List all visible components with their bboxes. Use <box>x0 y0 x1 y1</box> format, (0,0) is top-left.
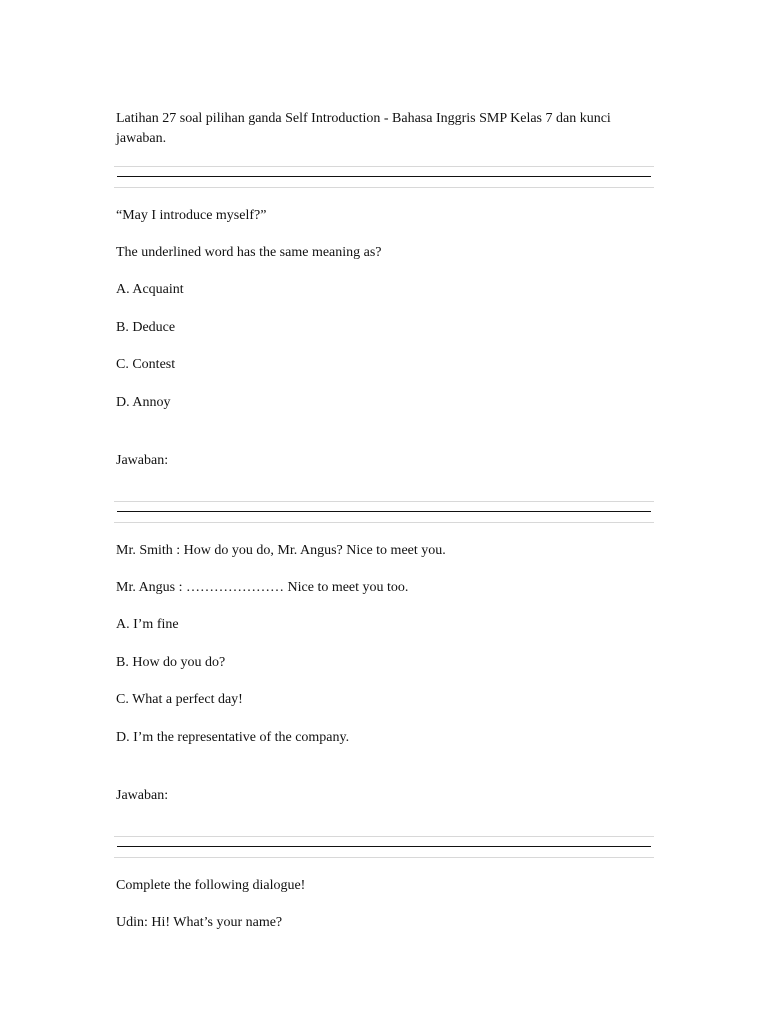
question-1-answer-label: Jawaban: <box>116 453 169 468</box>
question-1-option-c: C. Contest <box>116 357 176 372</box>
question-1-option-d: D. Annoy <box>116 395 171 410</box>
question-2-answer-label: Jawaban: <box>116 788 169 803</box>
question-1-option-b: B. Deduce <box>116 320 176 335</box>
question-2-text: Mr. Angus : ………………… Nice to meet you too. <box>116 580 409 595</box>
section-divider <box>114 501 654 523</box>
question-2-option-b: B. How do you do? <box>116 655 226 670</box>
question-2-prompt: Mr. Smith : How do you do, Mr. Angus? Nice to meet you. <box>116 543 446 558</box>
question-1-prompt: “May I introduce myself?” <box>116 208 267 223</box>
question-1-option-a: A. Acquaint <box>116 282 184 297</box>
section-divider <box>114 836 654 858</box>
question-3-text: Udin: Hi! What’s your name? <box>116 915 283 930</box>
question-2-option-d: D. I’m the representative of the company. <box>116 730 350 745</box>
section-divider <box>114 166 654 188</box>
intro-text: Latihan 27 soal pilihan ganda Self Introduction - Bahasa Inggris SMP Kelas 7 dan kunci jawaban. <box>116 111 611 146</box>
question-1-text: The underlined word has the same meaning as? <box>116 245 382 260</box>
question-2-option-a: A. I’m fine <box>116 617 179 632</box>
question-2-option-c: C. What a perfect day! <box>116 692 243 707</box>
question-3-prompt: Complete the following dialogue! <box>116 878 306 893</box>
